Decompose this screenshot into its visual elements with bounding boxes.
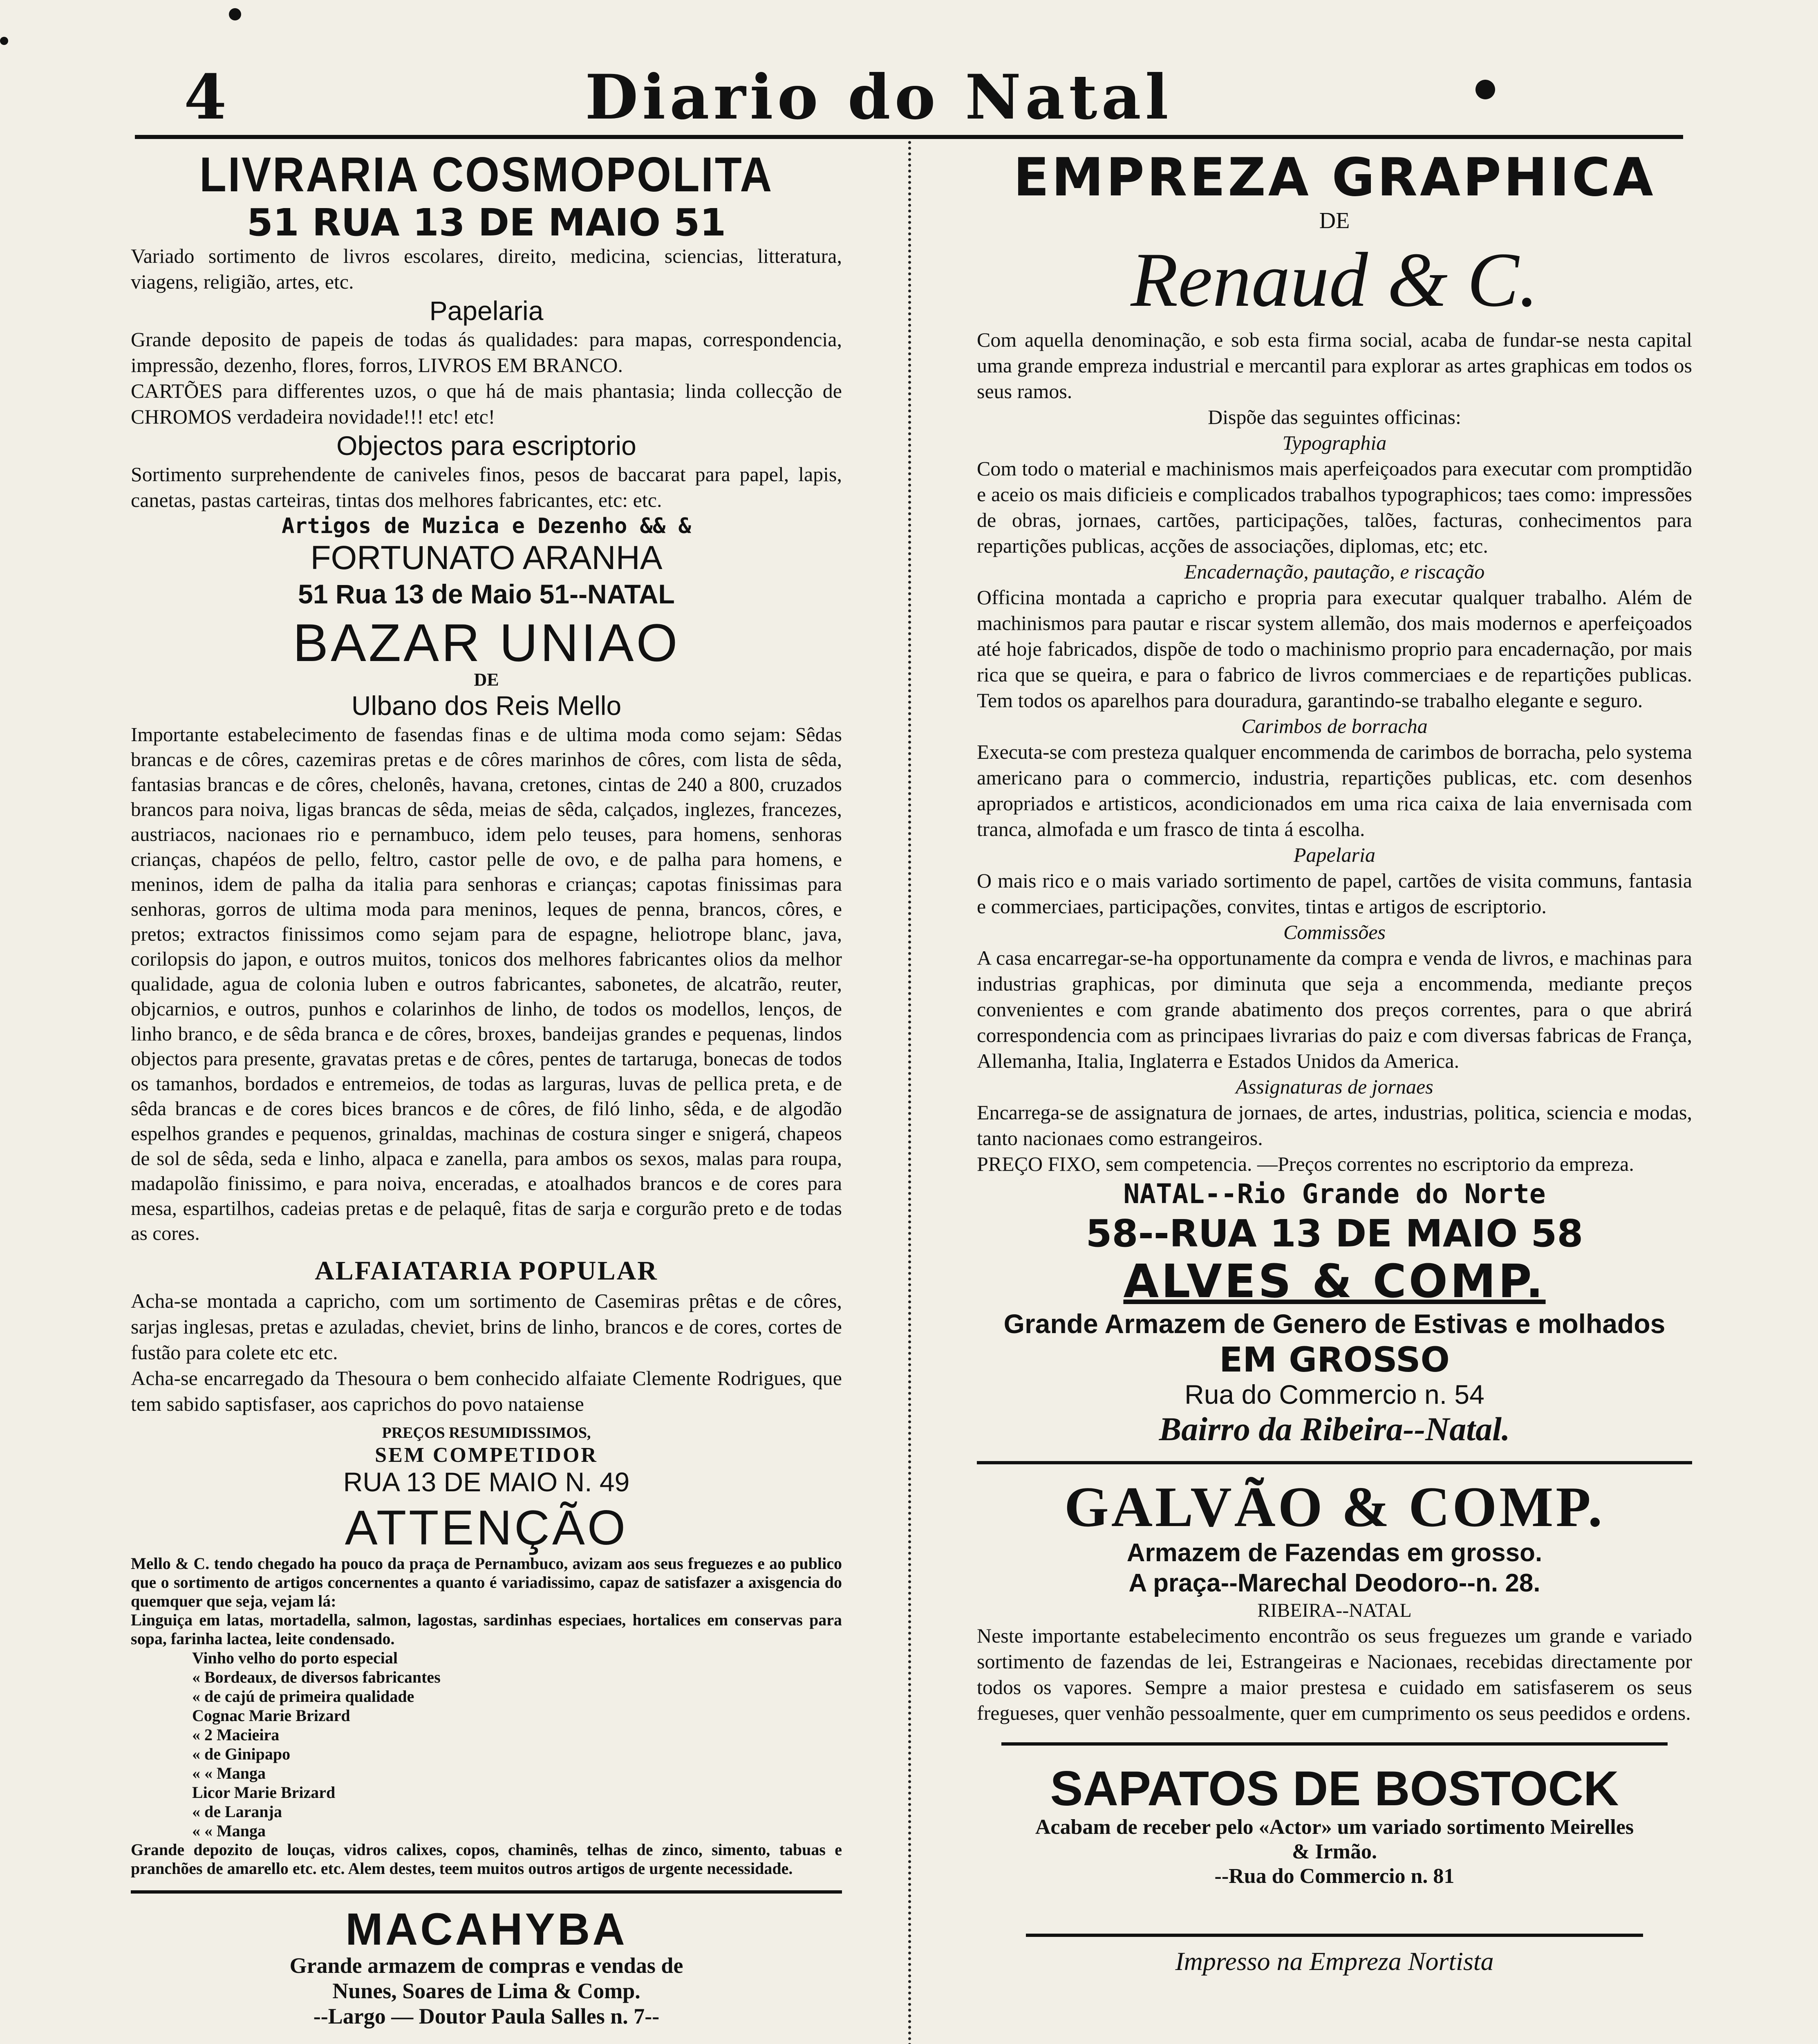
section-heading: Papelaria [429, 296, 544, 326]
section-heading: Commissões [1283, 921, 1386, 944]
printer-imprint: Impresso na Empreza Nortista [1175, 1947, 1494, 1976]
ad-text: Importante estabelecimento de fasendas finas e de ultima moda como sejam: Sêdas brancas e de côres, cazemiras pretas e de côres marinhos de côres, com lista de sêda, fantasias brancas e de côres, chelonês, havana, cretones, cintas de 240 a 800, cruzados brancos para noiva, ligas brancas de sêda, meias de sêda, calçados, inglezes, francezes, austriacos, nacionaes rio e pernambuco, idem pelo teuses, para homens, senhoras crianças, chapéos de pello, feltro, castor pelle de ovo, e de palha para homens, e meninos, idem de palha da italia para senhoras e crianças; capotas finissimas para senhoras, gorros de ultima moda para meninos, leques de penna, brancos, côres, e pretos; extractos finissimos como sejam para de espagne, heliotrope blanc, java, corilopsis do japon, e outros muitos, tonicos dos melhores fabricantes olios da melhor qualidade, agua de colonia luben e outros fabricantes, sabonetes, de alcatrão, reuter, objcarnios, e outros, punhos e colarinhos de linho, de todos os modellos, lenços, de linho branco, e de sêda branca e de côres, broxes, bandeijas grandes e pequenas, lindos objectos para presente, gravatas pretas e de côres, pentes de tartaruga, bonecas de todos os tamanhos, bordados e entremeios, de todas as larguras, luvas de pellica preta, e de sêda brancas e de cores bices brancos e de côres, de filó linho, sêda, e de algodão espelhos grandes e pequenos, grinaldas, machinas de costura singer e snigerá, chapeos de sol de sêda, seda e linho, alpaca e zanella, para ambos os sexos, malas para roupa, madapolão finissimo, e para noiva, enceradas, e atoalhados brancos e de cores para mesa, espartilhos, cadeias pretas e de pelaquê, fitas de sarja e corgurão preto e de todas as cores. [131, 723, 842, 1244]
ad-text: Acha-se encarregado da Thesoura o bem conhecido alfaiate Clemente Rodrigues, que tem sabido saptisfaser, aos caprichos do povo nataiense [131, 1367, 842, 1415]
ad-alves-comp [977, 1256, 1692, 1449]
ad-address: --Rua do Commercio n. 81 [1214, 1865, 1455, 1888]
list-item: « de Laranja [192, 1802, 282, 1821]
ad-livraria-cosmopolita [131, 147, 842, 611]
ad-text: Executa-se com presteza qualquer encommenda de carimbos de borracha, pelo systema americano para o commercio, industria, repartições publicas, etc. com desenhos apropriados e artisticos, acondicionados em uma rica caixa de laia envernisada com tranca, almofada e um frasco de tinta á escolha. [977, 740, 1692, 840]
ad-address: A praça--Marechal Deodoro--n. 28. [1128, 1569, 1540, 1597]
ad-subline: Grande Armazem de Genero de Estivas e molhados [1003, 1309, 1666, 1339]
ad-title: MACAHYBA [345, 1904, 627, 1954]
masthead: Diario do Natal [585, 61, 1173, 133]
section-heading: Assignaturas de jornaes [1236, 1075, 1433, 1098]
ad-title: EMPREZA GRAPHICA [1013, 147, 1656, 208]
list-item: « de Ginipapo [192, 1745, 291, 1763]
ad-text: Grande deposito de papeis de todas ás qualidades: para mapas, correspondencia, impressão, dezenho, flores, forros, LIVROS EM BRANCO. [131, 328, 842, 377]
list-item: Licor Marie Brizard [192, 1783, 336, 1802]
ad-galvao-comp [977, 1477, 1692, 1726]
ad-subline: SEM COMPETIDOR [375, 1443, 598, 1467]
list-item: « de cajú de primeira qualidade [192, 1687, 414, 1706]
ad-text: Variado sortimento de livros escolares, direito, medicina, sciencias, litteratura, viagens, religião, artes, etc. [131, 244, 842, 293]
ad-title: SAPATOS DE BOSTOCK [1050, 1761, 1619, 1816]
ad-subline: Nunes, Soares de Lima & Comp. [332, 1979, 640, 2003]
section-rule [1026, 1934, 1643, 1937]
section-rule [977, 1461, 1692, 1464]
ad-owner: FORTUNATO ARANHA [310, 539, 663, 576]
ad-bazar-uniao [131, 615, 842, 1246]
list-item: Cognac Marie Brizard [192, 1706, 350, 1725]
ad-subline: PREÇOS RESUMIDISSIMOS, [382, 1424, 591, 1441]
page-header [0, 0, 1818, 135]
list-item: « 2 Macieira [192, 1726, 280, 1744]
ad-address: 51 RUA 13 DE MAIO 51 [246, 201, 726, 244]
section-heading: Typographia [1282, 431, 1387, 454]
ad-subline: Armazem de Fazendas em grosso. [1126, 1539, 1543, 1567]
ad-text: Com todo o material e machinismos mais aperfeiçoados para executar com promptidão e aceio os mais dificieis e complicados trabalhos typographicos; taes como: impressões de obras, jornaes, cartões, participações, talões, facturas, conhecimentos para repartições publicas, acções de associações, diplomas, etc; etc. [977, 457, 1692, 557]
wine-list [192, 1648, 842, 1840]
ad-subline: Grande armazem de compras e vendas de [289, 1953, 683, 1978]
section-heading: Objectos para escriptorio [336, 430, 636, 461]
list-item: « Bordeaux, de diversos fabricantes [192, 1668, 441, 1686]
page-number: 4 [184, 61, 227, 133]
ad-text: Mello & C. tendo chegado ha pouco da praça de Pernambuco, avizam aos seus freguezes e ao publico que o sortimento de artigos concernentes a quanto é variadissimo, capaz de satisfazer a axisgencia do quemquer que seja, vejam lá: [131, 1554, 842, 1610]
right-column [977, 147, 1692, 1978]
ad-title: LIVRARIA COSMOPOLITA [199, 147, 773, 202]
ad-text: O mais rico e o mais variado sortimento de papel, cartões de visita communs, fantasia e commerciaes, participações, convites, tintas e artigos de escriptorio. [977, 869, 1692, 918]
ad-city: NATAL--Rio Grande do Norte [1123, 1178, 1546, 1210]
ad-subline: Artigos de Muzica e Dezenho && & [282, 514, 691, 538]
ad-owner: Ulbano dos Reis Mello [351, 690, 622, 721]
ink-speck [229, 8, 241, 20]
section-heading: Carimbos de borracha [1241, 715, 1428, 737]
column-divider [908, 141, 911, 2044]
ad-sapatos-bostock [977, 1762, 1692, 1889]
ad-subline: RIBEIRA--NATAL [1257, 1600, 1412, 1621]
list-item: « « Manga [192, 1822, 266, 1840]
ad-text: Neste importante estabelecimento encontrão os seus freguezes um grande e variado sortimento de fazendas de lei, Estrangeiras e Nacionaes, recebidas directamente por todos os vapores. Sempre a maior prestesa e cuidado em satisfaserem os seus fregueses, quer venhão pessoalmente, quer em cumprimento os seus peedidos e ordens. [977, 1624, 1692, 1724]
ad-title: BAZAR UNIAO [293, 613, 680, 672]
ad-attencao [131, 1501, 842, 1878]
ad-title: ALVES & COMP. [1123, 1255, 1546, 1308]
ad-text: Acha-se montada a capricho, com um sortimento de Casemiras prêtas e de côres, sarjas inglesas, pretas e azuladas, cheviet, brins de linho, brancos e de cores, cortes de fustão para colete etc etc. [131, 1289, 842, 1364]
ad-de: DE [1319, 208, 1350, 233]
ad-de: DE [474, 670, 499, 690]
ink-speck [0, 37, 8, 45]
ad-text: Encarrega-se de assignatura de jornaes, de artes, industrias, politica, sciencia e modas, tanto nacionaes como estrangeiros. [977, 1101, 1692, 1150]
section-heading: Encadernação, pautação, e riscação [1184, 560, 1485, 583]
firm-name: Renaud & C. [1131, 237, 1538, 323]
ad-title: ALFAIATARIA POPULAR [315, 1256, 658, 1286]
header-rule [135, 135, 1683, 139]
list-item: « « Manga [192, 1764, 266, 1782]
ad-text: Grande depozito de louças, vidros calixes, copos, chaminês, telhas de zinco, simento, tabuas e pranchões de amarello etc. etc. Alem destes, teem muitos outros artigos de urgente necessidade. [131, 1840, 842, 1878]
ad-text: Sortimento surprehendente de caniveles finos, pesos de baccarat para papel, lapis, canetas, pastas carteiras, tintas dos melhores fabricantes, etc: etc. [131, 463, 842, 511]
header-dot-ornament [1475, 80, 1495, 99]
ad-subline: Bairro da Ribeira--Natal. [1159, 1410, 1510, 1448]
section-heading: Papelaria [1294, 843, 1375, 866]
ad-text: Com aquella denominação, e sob esta firma social, acaba de fundar-se nesta capital uma grande empreza industrial e mercantil para explorar as artes graphicas em todos os seus ramos. [977, 328, 1692, 403]
section-rule [131, 1890, 842, 1894]
ad-alfaiataria-popular [131, 1254, 842, 1497]
ad-text: Officina montada a capricho e propria para executar qualquer trabalho. Além de machinismos para pautar e riscar system allemão, dos mais modernos e aperfeiçoados até hoje fabricados, dispõe de todo o machinismo proprio para encadernação, por mais rica que se queira, e para o fabrico de livros commerciaes e de repartições publicas. Tem todos os aparelhos para douradura, garantindo-se trabalho elegante e seguro. [977, 586, 1692, 712]
ad-text: A casa encarregar-se-ha opportunamente da compra e venda de livros, e machinas para industrias graphicas, por diminuta que seja a encommenda, mediante preços convenientes e com grande abatimento dos preços correntes, para o que abrirá correspondencia com as principaes livrarias do paiz e com diversas fabricas de França, Allemanha, Italia, Inglaterra e Estados Unidos da America. [977, 946, 1692, 1072]
ad-text: CARTÕES para differentes uzos, o que há de mais phantasia; linda collecção de CHROMOS verdadeira novidade!!! etc! etc! [131, 379, 842, 428]
ad-text: Linguiça em latas, mortadella, salmon, lagostas, sardinhas especiaes, hortalices em conservas para sopa, farinha lactea, leite condensado. [131, 1611, 842, 1648]
ad-macahyba [131, 1906, 842, 2029]
left-column [131, 147, 842, 2029]
ad-address: 58--RUA 13 DE MAIO 58 [1086, 1212, 1583, 1255]
list-item: Vinho velho do porto especial [192, 1649, 398, 1667]
ad-text: PREÇO FIXO, sem competencia. —Preços correntes no escriptorio da empreza. [977, 1152, 1634, 1175]
ad-title: GALVÃO & COMP. [1064, 1475, 1605, 1539]
ad-subline: EM GROSSO [1219, 1340, 1450, 1380]
ad-text: Acabam de receber pelo «Actor» um variado sortimento Meirelles & Irmão. [1035, 1815, 1634, 1863]
ad-address: --Largo — Doutor Paula Salles n. 7-- [313, 2004, 660, 2028]
ad-address: Rua do Commercio n. 54 [1184, 1379, 1484, 1410]
ad-empreza-graphica [977, 147, 1692, 1256]
ad-footer: 51 Rua 13 de Maio 51--NATAL [298, 579, 675, 609]
ad-text: Dispõe das seguintes officinas: [1208, 406, 1461, 428]
ad-title: ATTENÇÃO [345, 1500, 628, 1555]
ad-address: RUA 13 DE MAIO N. 49 [343, 1467, 630, 1497]
section-rule [1001, 1742, 1668, 1746]
